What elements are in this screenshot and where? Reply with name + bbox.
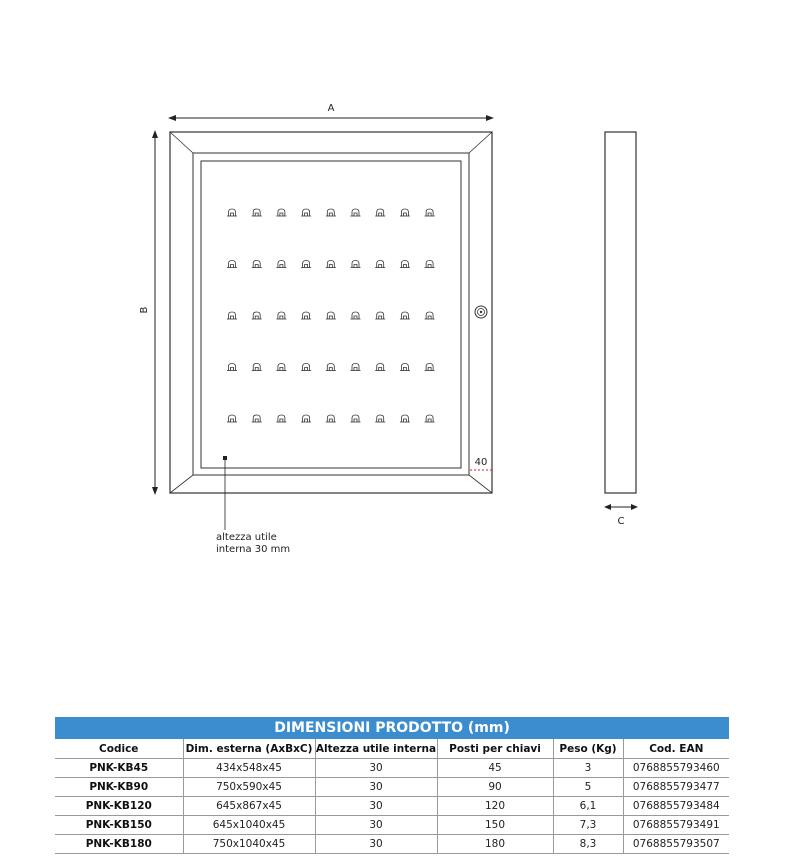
dimension-c-label: C [617,516,625,527]
table-header-cell: Cod. EAN [623,739,729,759]
table-cell: 3 [553,759,623,778]
dimension-b [139,130,158,495]
table-cell: 90 [437,778,553,797]
note-line-2: interna 30 mm [216,544,291,555]
table-cell: PNK-KB90 [55,778,183,797]
table-row [55,797,729,816]
table-cell: 434x548x45 [183,759,315,778]
table-cell: PNK-KB180 [55,835,183,854]
table-cell: 180 [437,835,553,854]
table-cell: 120 [437,797,553,816]
table-cell: 0768855793460 [623,759,729,778]
table-cell: 645x1040x45 [183,816,315,835]
depth-marker [223,456,227,460]
table-cell: 750x1040x45 [183,835,315,854]
table-cell: 45 [437,759,553,778]
table-header-cell: Peso (Kg) [553,739,623,759]
table-header-cell: Altezza utile interna [315,739,437,759]
table-cell: PNK-KB150 [55,816,183,835]
table-row [55,759,729,778]
table-cell: 750x590x45 [183,778,315,797]
table-body [55,759,729,854]
table-cell: 0768855793491 [623,816,729,835]
table-cell: 30 [315,797,437,816]
table-header-row [55,739,729,759]
table-row [55,778,729,797]
dimension-a [168,103,494,121]
cabinet-front-view [170,132,492,530]
table-cell: 0768855793507 [623,835,729,854]
table-cell: 7,3 [553,816,623,835]
frame-depth-label: 40 [474,457,488,468]
table-header-cell: Posti per chiavi [437,739,553,759]
table-row [55,816,729,835]
table-cell: 30 [315,835,437,854]
table-cell: 6,1 [553,797,623,816]
table-cell: 645x867x45 [183,797,315,816]
table-header-cell: Codice [55,739,183,759]
cabinet-side-view [604,132,638,527]
table-cell: 30 [315,816,437,835]
table-cell: 30 [315,759,437,778]
table-cell: PNK-KB120 [55,797,183,816]
table-cell: 8,3 [553,835,623,854]
table-cell: 0768855793477 [623,778,729,797]
table-title: DIMENSIONI PRODOTTO (mm) [55,717,729,739]
table-row [55,835,729,854]
table-header-cell: Dim. esterna (AxBxC) [183,739,315,759]
dimension-a-label: A [327,103,335,114]
table-cell: 5 [553,778,623,797]
dimension-b-label: B [139,306,150,314]
table-cell: 150 [437,816,553,835]
table-cell: PNK-KB45 [55,759,183,778]
note-line-1: altezza utile [216,532,277,543]
table-cell: 0768855793484 [623,797,729,816]
table-cell: 30 [315,778,437,797]
product-dimensions-table [55,717,729,854]
